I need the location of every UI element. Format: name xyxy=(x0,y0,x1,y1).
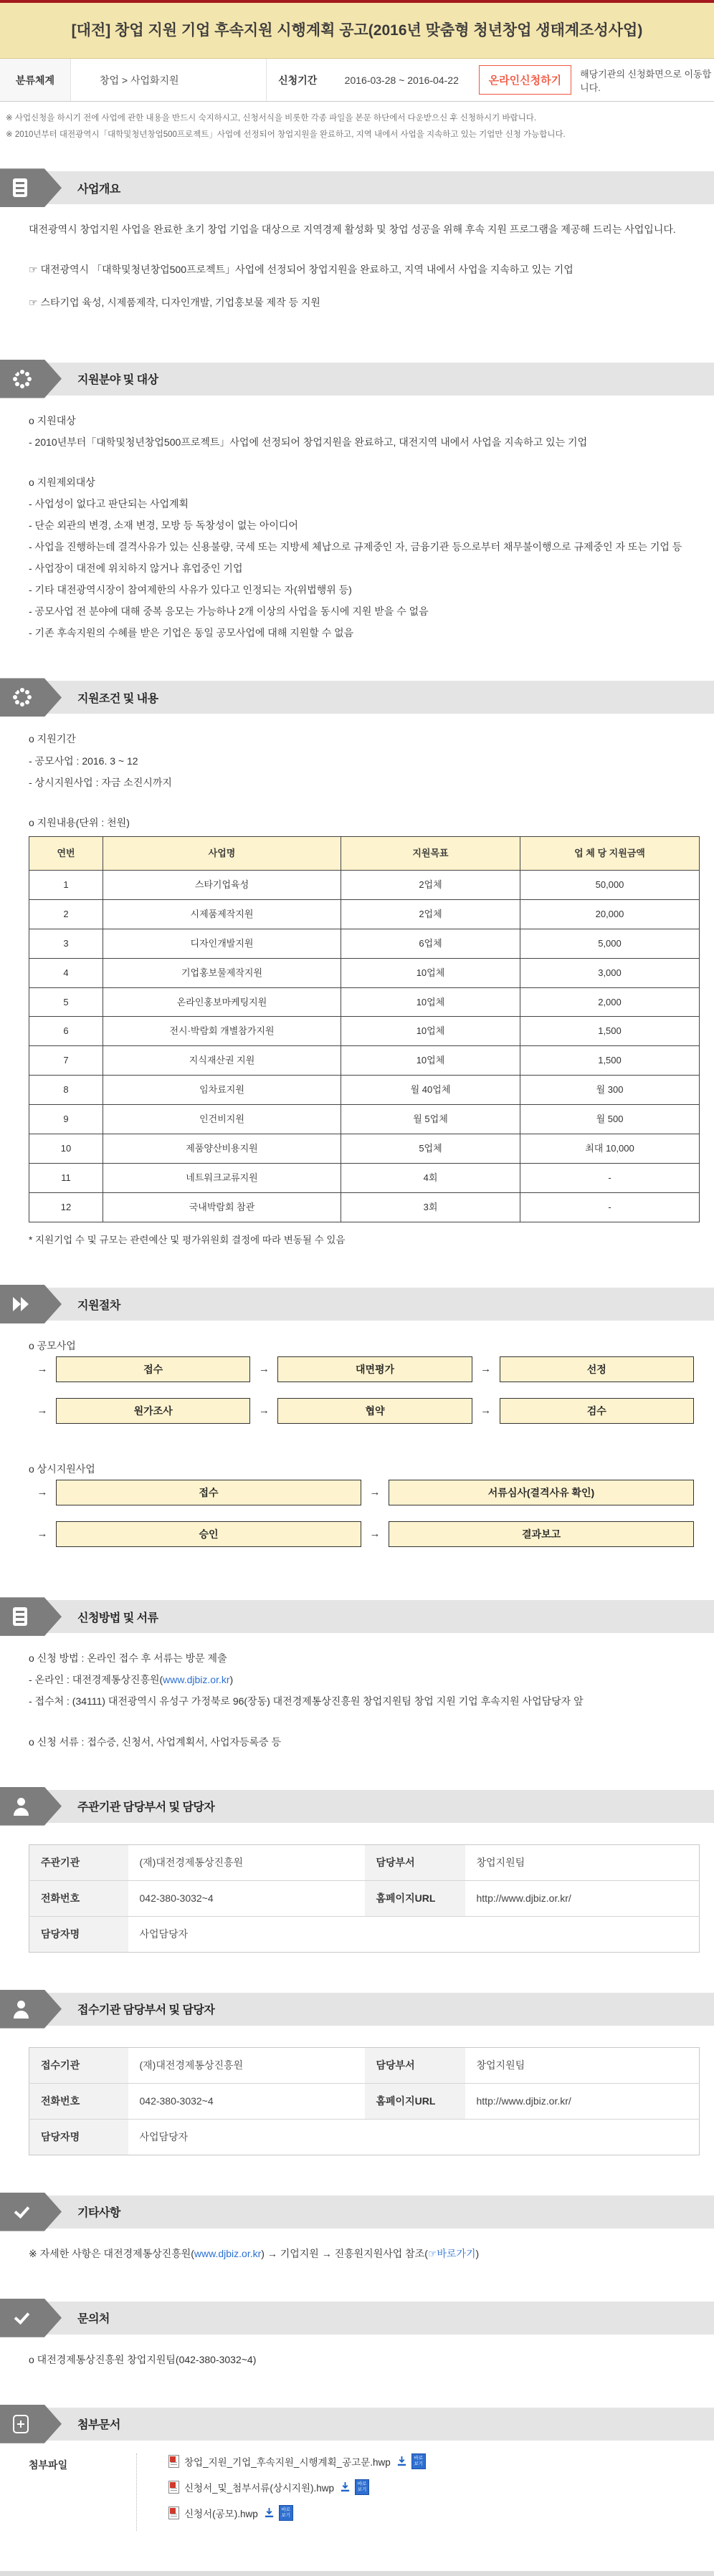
receiver-dept-label: 담당부서 xyxy=(365,2047,465,2083)
cell-target: 2업체 xyxy=(341,899,520,929)
section-title-organizer: 주관기관 담당부서 및 담당자 xyxy=(77,1801,215,1814)
receiver-org-label: 접수기관 xyxy=(29,2047,128,2083)
cell-no: 8 xyxy=(29,1076,103,1105)
table-row xyxy=(29,870,700,899)
organizer-person-value: 사업담당자 xyxy=(128,1916,700,1952)
col-header-target: 지원목표 xyxy=(341,836,520,870)
attachment-filename[interactable]: 신청서_및_첨부서류(상시지원).hwp xyxy=(184,2482,335,2494)
overview-bullet: ☞ 대전광역시 「대학및청년창업500프로젝트」사업에 선정되어 창업지원을 완료하고, 지역 내에서 사업을 지속하고 있는 기업 xyxy=(29,264,573,276)
exclude-line: - 사업을 진행하는데 결격사유가 있는 신용불량, 국세 또는 지방세 체납으로 규제중인 자, 금융기관 등으로부터 채무불이행으로 규제중인 자 또는 기업 등 xyxy=(29,540,682,552)
inquiry-check-icon xyxy=(0,2299,62,2337)
cell-amount: - xyxy=(520,1193,700,1222)
flow-cell xyxy=(250,1356,472,1382)
docs-line: o 신청 서류 : 접수증, 신청서, 사업계획서, 사업자등록증 등 xyxy=(29,1735,281,1748)
cell-no: 10 xyxy=(29,1134,103,1164)
flow-arrow-icon: → xyxy=(258,1404,270,1417)
cell-amount: 1,500 xyxy=(520,1017,700,1046)
cell-no: 1 xyxy=(29,870,103,899)
application-content xyxy=(0,1633,714,1771)
flow-arrow-icon: → xyxy=(37,1404,48,1417)
cell-name: 온라인홍보마케팅지원 xyxy=(103,987,341,1017)
receiver-person-icon xyxy=(0,1990,62,2029)
flow-arrow-icon: → xyxy=(37,1528,48,1541)
target-label: o 지원대상 xyxy=(29,414,76,426)
cell-name: 스타기업육성 xyxy=(103,870,341,899)
procedure-fastforward-icon xyxy=(0,1285,62,1323)
open-call-flow-row-2 xyxy=(29,1398,694,1424)
cell-no: 6 xyxy=(29,1017,103,1046)
attachments-label: 첨부파일 xyxy=(29,2458,68,2471)
flow-step-box: 협약 xyxy=(277,1398,472,1424)
cell-name: 네트워크교류지원 xyxy=(103,1164,341,1193)
online-line: - 온라인 : 대전경제통상진흥원(www.djbiz.or.kr) xyxy=(29,1674,234,1686)
organizer-table xyxy=(29,1844,700,1953)
flow-step-box: 승인 xyxy=(56,1521,361,1547)
flow-cell xyxy=(250,1398,472,1424)
cell-no: 4 xyxy=(29,958,103,987)
flow-step-box: 접수 xyxy=(56,1480,361,1505)
section-title-conditions: 지원조건 및 내용 xyxy=(77,692,158,705)
receiver-table xyxy=(29,2047,700,2155)
flow-step-box: 검수 xyxy=(500,1398,694,1424)
ongoing-label: o 상시지원사업 xyxy=(29,1463,95,1475)
section-organizer-bar xyxy=(0,1790,714,1823)
support-content-label: o 지원내용(단위 : 천원) xyxy=(29,816,130,828)
section-attachments-bar xyxy=(0,2408,714,2441)
table-row xyxy=(29,1164,700,1193)
flow-arrow-icon: → xyxy=(258,1363,270,1375)
cell-name: 임차료지원 xyxy=(103,1076,341,1105)
cell-name: 시제품제작지원 xyxy=(103,899,341,929)
receiver-person-value: 사업담당자 xyxy=(128,2119,700,2155)
etc-line: ※ 자세한 사항은 대전경제통상진흥원(www.djbiz.or.kr) → 기업지원 → 진흥원지원사업 참조(☞바로가기) xyxy=(29,2247,480,2259)
section-receiver-bar xyxy=(0,1993,714,2026)
receiver-org-value: (재)대전경제통상진흥원 xyxy=(139,2059,244,2072)
table-row xyxy=(29,1193,700,1222)
cell-name: 전시·박람회 개별참가지원 xyxy=(103,1017,341,1046)
conditions-content xyxy=(0,714,714,1269)
title-band xyxy=(0,3,714,59)
cell-name: 기업홍보물제작지원 xyxy=(103,958,341,987)
flow-cell xyxy=(472,1356,694,1382)
organizer-url-value: http://www.djbiz.or.kr/ xyxy=(465,1880,700,1916)
etc-website-link[interactable]: www.djbiz.or.kr xyxy=(194,2247,262,2259)
receiver-tel-value: 042-380-3032~4 xyxy=(128,2083,365,2119)
table-row xyxy=(29,1017,700,1046)
section-etc-bar xyxy=(0,2196,714,2228)
section-title-application: 신청방법 및 서류 xyxy=(77,1612,158,1624)
flow-arrow-icon: → xyxy=(37,1363,48,1375)
organizer-dept-value: 창업지원팀 xyxy=(476,1857,525,1869)
page-title: [대전] 창업 지원 기업 후속지원 시행계획 공고(2016년 맞춤형 청년창업 생태계조성사업) xyxy=(71,22,643,39)
overview-bullet: ☞ 스타기업 육성, 시제품제작, 디자인개발, 기업홍보물 제작 등 지원 xyxy=(29,297,320,309)
website-link[interactable]: www.djbiz.or.kr xyxy=(163,1674,230,1686)
support-period-label: o 지원기간 xyxy=(29,733,76,745)
receiver-dept-value: 창업지원팀 xyxy=(476,2059,525,2072)
open-call-flow-row-1 xyxy=(29,1356,694,1382)
flow-step-box: 접수 xyxy=(56,1356,250,1382)
cell-name: 디자인개발지원 xyxy=(103,929,341,958)
hwp-file-icon xyxy=(168,2455,179,2468)
ongoing-flow-row-2 xyxy=(29,1521,694,1547)
receiver-person-label: 담당자명 xyxy=(29,2119,128,2155)
flow-cell xyxy=(29,1398,250,1424)
application-doc-icon xyxy=(0,1597,62,1636)
organizer-content xyxy=(0,1823,714,1974)
cell-name: 제품양산비용지원 xyxy=(103,1134,341,1164)
inquiry-content xyxy=(0,2335,714,2389)
section-title-target: 지원분야 및 대상 xyxy=(77,374,158,387)
bottom-divider xyxy=(0,2571,714,2576)
flow-arrow-icon: → xyxy=(369,1528,381,1541)
section-procedure-bar xyxy=(0,1288,714,1321)
organizer-tel-label: 전화번호 xyxy=(29,1880,128,1916)
period-label: 신청기간 xyxy=(266,59,329,101)
cell-target: 월 5업체 xyxy=(341,1105,520,1134)
section-title-overview: 사업개요 xyxy=(77,183,120,196)
cell-target: 월 40업체 xyxy=(341,1076,520,1105)
organizer-person-icon xyxy=(0,1787,62,1826)
section-title-attachments: 첨부문서 xyxy=(77,2419,120,2432)
section-target-bar xyxy=(0,363,714,396)
table-row xyxy=(29,1105,700,1134)
category-label: 분류체계 xyxy=(0,59,71,101)
cell-amount: 50,000 xyxy=(520,870,700,899)
period-value: 2016-03-28 ~ 2016-04-22 xyxy=(344,74,459,86)
apply-note: 해당기관의 신청화면으로 이동합니다. xyxy=(580,68,712,93)
top-notices xyxy=(0,102,714,153)
section-title-procedure: 지원절차 xyxy=(77,1299,120,1312)
section-title-inquiry: 문의처 xyxy=(77,2313,110,2326)
procedure-content xyxy=(0,1321,714,1581)
cell-amount: 3,000 xyxy=(520,958,700,987)
table-row xyxy=(29,899,700,929)
attachment-filename[interactable]: 신청서(공모).hwp xyxy=(184,2508,258,2519)
method-line: o 신청 방법 : 온라인 접수 후 서류는 방문 제출 xyxy=(29,1652,227,1665)
shortcut-link[interactable]: ☞바로가기 xyxy=(427,2247,476,2259)
table-row xyxy=(29,958,700,987)
cell-name: 인건비지원 xyxy=(103,1105,341,1134)
table-row xyxy=(29,1134,700,1164)
ongoing-flow-row-1 xyxy=(29,1480,694,1505)
cell-target: 10업체 xyxy=(341,987,520,1017)
online-apply-button[interactable]: 온라인신청하기 xyxy=(479,65,571,95)
hwp-file-icon xyxy=(168,2481,179,2494)
flow-cell xyxy=(361,1480,694,1505)
cell-amount: 5,000 xyxy=(520,929,700,958)
notice-line: ※ 사업신청을 하시기 전에 사업에 관한 내용을 반드시 숙지하시고, 신청서식을 비롯한 각종 파일을 본문 하단에서 다운받으신 후 신청하시기 바랍니다. xyxy=(6,114,537,123)
notice-line: ※ 2010년부터 대전광역시「대학및청년창업500프로젝트」사업에 선정되어 창업지원을 완료하고, 지역 내에서 사업을 지속하고 있는 기업만 신청 가능합니다. xyxy=(6,130,566,139)
flow-arrow-icon: → xyxy=(37,1486,48,1499)
organizer-tel-value: 042-380-3032~4 xyxy=(128,1880,365,1916)
cell-no: 7 xyxy=(29,1046,103,1076)
cell-amount: 20,000 xyxy=(520,899,700,929)
cell-no: 3 xyxy=(29,929,103,958)
organizer-dept-label: 담당부서 xyxy=(365,1844,465,1880)
flow-arrow-icon: → xyxy=(369,1486,381,1499)
download-icon[interactable] xyxy=(264,2507,275,2518)
attachment-filename[interactable]: 창업_지원_기업_후속지원_시행계획_공고문.hwp xyxy=(184,2456,391,2468)
cell-amount: 2,000 xyxy=(520,987,700,1017)
cell-no: 9 xyxy=(29,1105,103,1134)
quick-view-badge[interactable]: 바로보기 xyxy=(355,2479,369,2495)
cell-no: 11 xyxy=(29,1164,103,1193)
exclude-line: - 기존 후속지원의 수혜를 받은 기업은 동일 공모사업에 대해 지원할 수 없음 xyxy=(29,627,354,639)
table-row xyxy=(29,987,700,1017)
exclude-line: - 사업장이 대전에 위치하지 않거나 휴업중인 기업 xyxy=(29,562,243,575)
conditions-dots-icon xyxy=(0,678,62,717)
organizer-url-label: 홈페이지URL xyxy=(365,1880,465,1916)
flow-arrow-icon: → xyxy=(480,1404,492,1417)
receiver-tel-label: 전화번호 xyxy=(29,2083,128,2119)
flow-cell xyxy=(472,1398,694,1424)
hwp-file-icon xyxy=(168,2506,179,2519)
inquiry-line: o 대전경제통상진흥원 창업지원팀(042-380-3032~4) xyxy=(29,2353,257,2365)
exclude-line: - 공모사업 전 분야에 대해 중복 응모는 가능하나 2개 이상의 사업을 동시에 지원 받을 수 없음 xyxy=(29,605,429,618)
quick-view-badge[interactable]: 바로보기 xyxy=(411,2453,426,2469)
cell-name: 지식재산권 지원 xyxy=(103,1046,341,1076)
cell-target: 10업체 xyxy=(341,1046,520,1076)
overview-paragraph: 대전광역시 창업지원 사업을 완료한 초기 창업 기업을 대상으로 지역경제 활성화 및 창업 성공을 위해 후속 지원 프로그램을 제공해 드리는 사업입니다. xyxy=(29,224,676,236)
section-title-receiver: 접수기관 담당부서 및 담당자 xyxy=(77,2004,215,2017)
section-conditions-bar xyxy=(0,681,714,714)
cell-amount: 최대 10,000 xyxy=(520,1134,700,1164)
support-period-line: - 상시지원사업 : 자금 소진시까지 xyxy=(29,776,172,788)
breadcrumb: 창업 > 사업화지원 xyxy=(99,74,179,86)
exclude-line: - 단순 외관의 변경, 소재 변경, 모방 등 독창성이 없는 아이디어 xyxy=(29,519,298,531)
overview-doc-icon xyxy=(0,168,62,207)
section-title-etc: 기타사항 xyxy=(77,2207,120,2220)
cell-amount: - xyxy=(520,1164,700,1193)
table-row xyxy=(29,1076,700,1105)
col-header-amount: 업 체 당 지원금액 xyxy=(520,836,700,870)
table-footnote: * 지원기업 수 및 규모는 관련예산 및 평가위원회 결정에 따라 변동될 수 있음 xyxy=(29,1235,346,1246)
overview-content xyxy=(0,204,714,343)
cell-amount: 1,500 xyxy=(520,1046,700,1076)
address-line: - 접수처 : (34111) 대전광역시 유성구 가정북로 96(장동) 대전경제통상진흥원 창업지원팀 창업 지원 기업 후속지원 사업담당자 앞 xyxy=(29,1695,584,1708)
download-icon[interactable] xyxy=(396,2456,407,2466)
flow-arrow-icon: → xyxy=(480,1363,492,1375)
flow-cell xyxy=(29,1480,361,1505)
exclude-label: o 지원제외대상 xyxy=(29,476,95,488)
receiver-content xyxy=(0,2026,714,2177)
flow-cell xyxy=(361,1521,694,1547)
attachment-row xyxy=(168,2453,426,2469)
target-line: - 2010년부터「대학및청년창업500프로젝트」사업에 선정되어 창업지원을 완료하고, 대전지역 내에서 사업을 지속하고 있는 기업 xyxy=(29,436,588,448)
flow-step-box: 결과보고 xyxy=(389,1521,694,1547)
support-table-header-row xyxy=(29,836,700,870)
target-dots-icon xyxy=(0,360,62,398)
download-icon[interactable] xyxy=(340,2481,351,2492)
section-inquiry-bar xyxy=(0,2302,714,2335)
flow-step-box: 원가조사 xyxy=(56,1398,250,1424)
flow-step-box: 선정 xyxy=(500,1356,694,1382)
cell-no: 5 xyxy=(29,987,103,1017)
quick-view-badge[interactable]: 바로보기 xyxy=(279,2505,293,2521)
receiver-url-label: 홈페이지URL xyxy=(365,2083,465,2119)
cell-target: 10업체 xyxy=(341,958,520,987)
cell-amount: 월 500 xyxy=(520,1105,700,1134)
cell-name: 국내박람회 참관 xyxy=(103,1193,341,1222)
exclude-line: - 사업성이 없다고 판단되는 사업계획 xyxy=(29,497,189,509)
section-application-bar xyxy=(0,1600,714,1633)
open-call-label: o 공모사업 xyxy=(29,1340,76,1352)
attachments-plus-icon xyxy=(0,2405,62,2443)
attachment-row xyxy=(168,2505,426,2521)
support-table xyxy=(29,836,700,1222)
table-row xyxy=(29,1046,700,1076)
etc-content xyxy=(0,2228,714,2283)
flow-step-box: 대면평가 xyxy=(277,1356,472,1382)
section-overview-bar xyxy=(0,171,714,204)
attachments-content xyxy=(0,2441,714,2549)
cell-target: 5업체 xyxy=(341,1134,520,1164)
exclude-line: - 기타 대전광역시장이 참여제한의 사유가 있다고 인정되는 자(위법행위 등) xyxy=(29,584,352,596)
receiver-url-value: http://www.djbiz.or.kr/ xyxy=(465,2083,700,2119)
col-header-name: 사업명 xyxy=(103,836,341,870)
cell-target: 4회 xyxy=(341,1164,520,1193)
cell-amount: 월 300 xyxy=(520,1076,700,1105)
organizer-person-label: 담당자명 xyxy=(29,1916,128,1952)
organizer-org-label: 주관기관 xyxy=(29,1844,128,1880)
cell-no: 2 xyxy=(29,899,103,929)
flow-cell xyxy=(29,1356,250,1382)
cell-target: 10업체 xyxy=(341,1017,520,1046)
cell-target: 3회 xyxy=(341,1193,520,1222)
target-content xyxy=(0,396,714,663)
flow-cell xyxy=(29,1521,361,1547)
organizer-org-value: (재)대전경제통상진흥원 xyxy=(139,1857,244,1869)
col-header-no: 연번 xyxy=(29,836,103,870)
cell-target: 2업체 xyxy=(341,870,520,899)
cell-target: 6업체 xyxy=(341,929,520,958)
etc-check-icon xyxy=(0,2193,62,2231)
flow-step-box: 서류심사(결격사유 확인) xyxy=(389,1480,694,1505)
support-period-line: - 공모사업 : 2016. 3 ~ 12 xyxy=(29,755,138,767)
attachment-row xyxy=(168,2479,426,2495)
cell-no: 12 xyxy=(29,1193,103,1222)
meta-row xyxy=(0,59,714,102)
table-row xyxy=(29,929,700,958)
